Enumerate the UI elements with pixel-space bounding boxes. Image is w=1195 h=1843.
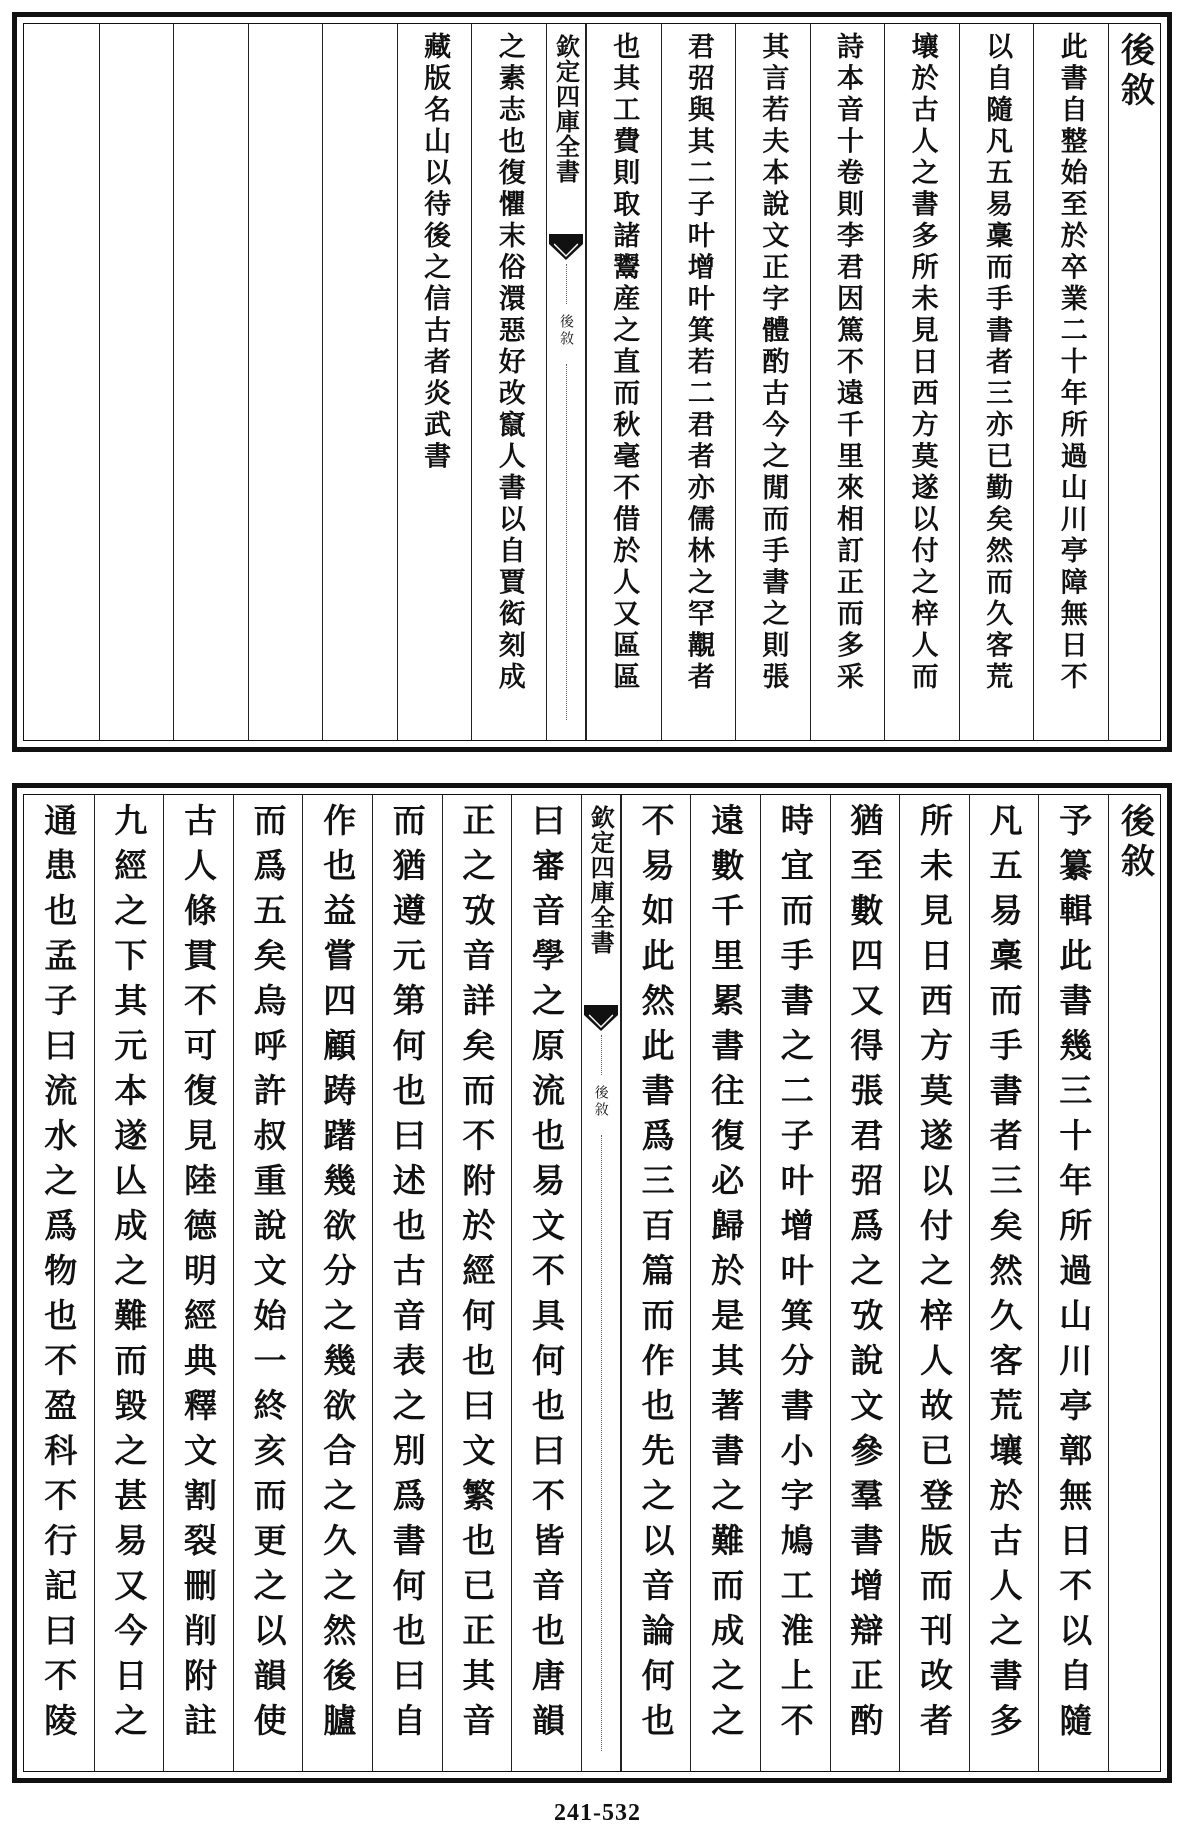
- fishtail-mark-icon: [584, 1005, 618, 1031]
- text-line: 通患也孟子曰流水之爲物也不盈科不行記曰不陵: [39, 803, 79, 1748]
- text-line: 此書自𢿫始至於卒業二十年所過山川亭障無日不: [1055, 32, 1087, 694]
- text-line: 遠數千里累書往復必歸於是其著書之難而成之之: [706, 803, 746, 1748]
- page-number: 241-532: [554, 1800, 641, 1826]
- text-column: [1038, 795, 1108, 1771]
- text-column: [248, 24, 323, 740]
- text-column: [302, 795, 372, 1771]
- text-line: 壤於古人之書多所未見日西方莫遂以付之梓人而: [906, 32, 938, 694]
- text-line: 作也益嘗四顧踌躇幾欲分之幾欲合之久之然後臚: [318, 803, 358, 1748]
- text-column: [621, 795, 691, 1771]
- text-column: [661, 24, 736, 740]
- text-line: 之素志也復懼末俗澴惡好改竄人書以自賈衒刻成: [493, 32, 525, 694]
- text-column: [830, 795, 900, 1771]
- spine-section-label: 後敘: [558, 314, 574, 348]
- fishtail-mark-icon: [549, 234, 583, 260]
- text-column: [322, 24, 397, 740]
- text-column: [959, 24, 1034, 740]
- text-column: [24, 795, 94, 1771]
- text-line: 君弨與其二子叶增叶箕若二君者亦儒林之罕覯者: [682, 32, 714, 694]
- text-column: [163, 795, 233, 1771]
- text-line: 詩本音十卷則李君因篤不遠千里來相訂正而多采: [831, 32, 863, 694]
- text-column: [94, 795, 164, 1771]
- spine-dotted-line: [566, 264, 567, 304]
- text-line: 其言若夫本說文正字體酌古今之閒而手書之則張: [757, 32, 789, 694]
- center-spine: [581, 795, 621, 1771]
- text-line: 猶至數四又得張君弨爲之攷說文參羣書增辯正酌: [845, 803, 885, 1748]
- text-column: [511, 795, 581, 1771]
- text-column: [442, 795, 512, 1771]
- book-title: 欽定四庫全書: [586, 805, 616, 955]
- text-column: [690, 795, 760, 1771]
- text-column: [471, 24, 546, 740]
- text-line: 所未見日西方莫遂以付之梓人故已登版而刊改者: [914, 803, 954, 1748]
- text-line: 時宜而手書之二子叶增叶箕分書小字鳩工淮上不: [775, 803, 815, 1748]
- text-line: 而猶遵元第何也曰述也古音表之別爲書何也曰自: [387, 803, 427, 1748]
- section-heading: 後敘: [1114, 32, 1155, 112]
- text-line: 正之攷音詳矣而不附於經何也曰文繁也已正其音: [457, 803, 497, 1748]
- text-column: [372, 795, 442, 1771]
- text-column: [899, 795, 969, 1771]
- book-title: 欽定四庫全書: [551, 34, 581, 184]
- text-frame: [23, 23, 1161, 741]
- center-spine: [546, 24, 586, 740]
- text-column: [760, 795, 830, 1771]
- text-line: 予纂輯此書幾三十年所過山川亭鄣無日不以自隨: [1054, 803, 1094, 1748]
- page-panel-bottom: [12, 783, 1172, 1783]
- text-column: [1033, 24, 1108, 740]
- text-column: [233, 795, 303, 1771]
- text-line: 古人條貫不可復見陸德明經典釋文割裂刪削附註: [178, 803, 218, 1748]
- text-column: [24, 24, 99, 740]
- text-frame: [23, 794, 1161, 1772]
- heading-column: [1108, 795, 1160, 1771]
- text-line: 也其工費則取諸鬻産之直而秋毫不借於人又區區: [608, 32, 640, 694]
- text-column: [810, 24, 885, 740]
- heading-column: [1108, 24, 1160, 740]
- text-column: [173, 24, 248, 740]
- text-line: 九經之下其元本遂亾成之難而毀之甚易又今日之: [109, 803, 149, 1748]
- text-column: [884, 24, 959, 740]
- spine-section-label: 後敘: [592, 1085, 609, 1119]
- text-line: 藏版名山以待後之信古者炎武書: [419, 32, 451, 473]
- page-panel-top: [12, 12, 1172, 752]
- text-column: [586, 24, 661, 740]
- section-heading: 後敘: [1114, 803, 1155, 883]
- text-line: 而爲五矣烏呼許叔重說文始一終亥而更之以韻使: [248, 803, 288, 1748]
- text-line: 以自隨凡五易稾而手書者三亦已勤矣然而久客荒: [981, 32, 1013, 694]
- spine-dotted-line: [601, 1135, 602, 1751]
- text-column: [99, 24, 174, 740]
- spine-dotted-line: [601, 1035, 602, 1075]
- text-line: 不易如此然此書爲三百篇而作也先之以音論何也: [636, 803, 676, 1748]
- text-line: 曰審音學之原流也易文不具何也曰不皆音也唐韻: [526, 803, 566, 1748]
- text-column: [969, 795, 1039, 1771]
- text-line: 凡五易稾而手書者三矣然久客荒壤於古人之書多: [984, 803, 1024, 1748]
- text-column: [735, 24, 810, 740]
- text-column: [397, 24, 472, 740]
- spine-dotted-line: [566, 364, 567, 720]
